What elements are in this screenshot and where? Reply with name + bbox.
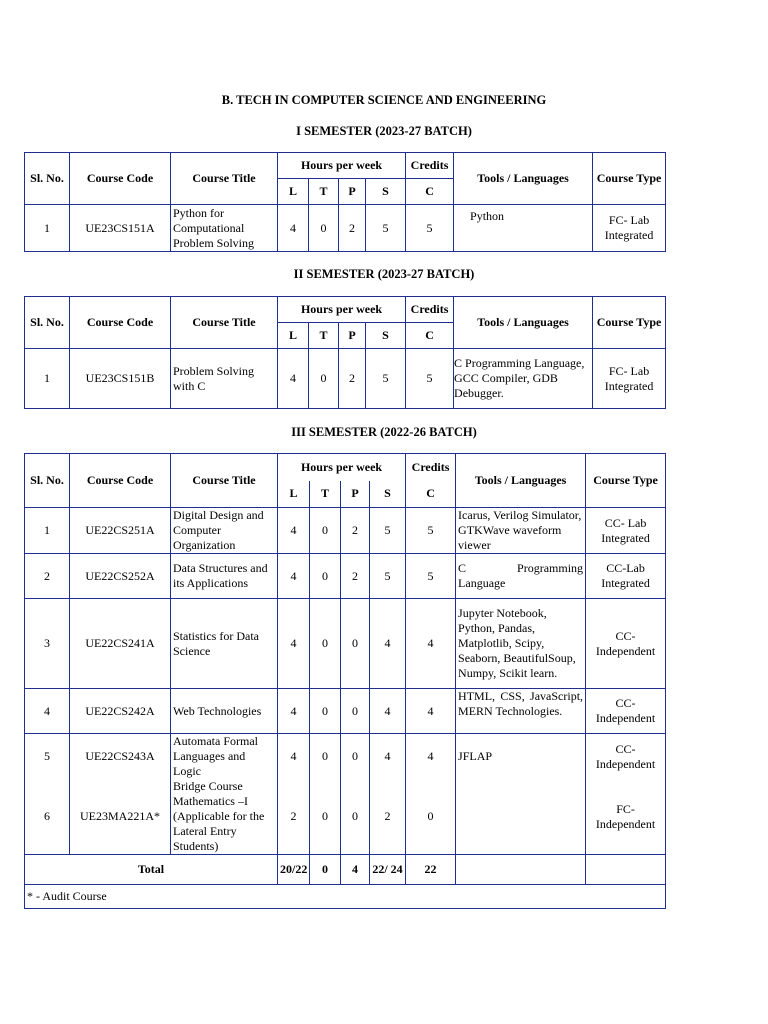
cell-tools: Icarus, Verilog Simulator, GTKWave waveform viewer — [456, 508, 586, 554]
cell-course-code: UE23CS151B — [70, 349, 171, 409]
header-course-type: Course Type — [586, 454, 666, 508]
header-tools: Tools / Languages — [456, 454, 586, 508]
cell-p: 2 — [341, 554, 370, 599]
document-title: B. TECH IN COMPUTER SCIENCE AND ENGINEERING — [221, 93, 547, 107]
cell-l: 4 — [278, 689, 310, 734]
cell-course-type: CC-Independent — [586, 689, 666, 734]
cell-c: 4 — [406, 689, 456, 734]
cell-course-title: Automata Formal Languages and Logic — [171, 734, 278, 780]
cell-sl-no: 4 — [25, 689, 70, 734]
cell-t: 0 — [310, 734, 341, 780]
cell-course-code: UE22CS241A — [70, 599, 171, 689]
header-course-type: Course Type — [593, 153, 666, 205]
cell-s: 4 — [370, 734, 406, 780]
total-l: 20/22 — [278, 855, 310, 885]
semester-3-table — [24, 453, 666, 909]
cell-t: 0 — [310, 508, 341, 554]
cell-p: 2 — [339, 349, 366, 409]
header-c: C — [406, 323, 454, 349]
header-sl-no: Sl. No. — [25, 297, 70, 349]
total-row — [25, 855, 666, 885]
header-course-title: Course Title — [171, 454, 278, 508]
cell-course-code: UE23CS151A — [70, 205, 171, 252]
cell-c: 0 — [406, 779, 456, 855]
header-s: S — [370, 481, 406, 508]
header-course-type: Course Type — [593, 297, 666, 349]
cell-sl-no: 3 — [25, 599, 70, 689]
cell-course-type: CC-Lab Integrated — [586, 554, 666, 599]
header-hours-per-week: Hours per week — [278, 297, 406, 323]
header-l: L — [278, 481, 310, 508]
cell-sl-no: 5 — [25, 734, 70, 780]
cell-s: 5 — [366, 205, 406, 252]
cell-course-title: Statistics for Data Science — [171, 599, 278, 689]
cell-t: 0 — [309, 349, 339, 409]
table-row — [25, 734, 666, 780]
cell-c: 5 — [406, 349, 454, 409]
header-course-title: Course Title — [171, 153, 278, 205]
header-hours-per-week: Hours per week — [278, 454, 406, 481]
table-row — [25, 689, 666, 734]
cell-l: 4 — [278, 734, 310, 780]
cell-tools: C Programming Language — [456, 554, 586, 599]
cell-p: 0 — [341, 734, 370, 780]
total-c: 22 — [406, 855, 456, 885]
header-sl-no: Sl. No. — [25, 454, 70, 508]
cell-p: 0 — [341, 599, 370, 689]
cell-s: 2 — [370, 779, 406, 855]
cell-c: 5 — [406, 508, 456, 554]
cell-sl-no: 6 — [25, 779, 70, 855]
cell-tools: HTML, CSS, JavaScript, MERN Technologies. — [456, 689, 586, 734]
table-row — [25, 349, 666, 409]
cell-c: 4 — [406, 599, 456, 689]
cell-p: 0 — [341, 779, 370, 855]
header-t: T — [310, 481, 341, 508]
cell-sl-no: 2 — [25, 554, 70, 599]
cell-tools: Python — [454, 205, 593, 252]
table-row — [25, 554, 666, 599]
cell-l: 2 — [278, 779, 310, 855]
cell-l: 4 — [278, 599, 310, 689]
footnote: * - Audit Course — [25, 885, 666, 909]
table-row — [25, 508, 666, 554]
cell-course-code: UE22CS251A — [70, 508, 171, 554]
total-tools-empty — [456, 855, 586, 885]
table-row — [25, 779, 666, 855]
cell-course-type: FC-Independent — [586, 779, 666, 855]
header-p: P — [339, 323, 366, 349]
cell-sl-no: 1 — [25, 508, 70, 554]
header-p: P — [341, 481, 370, 508]
semester-2-heading: II SEMESTER (2023-27 BATCH) — [293, 267, 475, 281]
cell-course-title: Data Structures and its Applications — [171, 554, 278, 599]
cell-t: 0 — [310, 779, 341, 855]
cell-t: 0 — [310, 554, 341, 599]
footnote-row — [25, 885, 666, 909]
cell-tools: C Programming Language, GCC Compiler, GDB Debugger. — [454, 349, 593, 409]
cell-sl-no: 1 — [25, 205, 70, 252]
semester-1-table — [24, 152, 666, 252]
cell-s: 5 — [370, 554, 406, 599]
cell-course-type: CC-Independent — [586, 599, 666, 689]
total-type-empty — [586, 855, 666, 885]
cell-l: 4 — [278, 508, 310, 554]
header-hours-per-week: Hours per week — [278, 153, 406, 179]
header-t: T — [309, 179, 339, 205]
header-course-code: Course Code — [70, 454, 171, 508]
cell-c: 5 — [406, 554, 456, 599]
cell-tools: Jupyter Notebook, Python, Pandas, Matplotlib, Scipy, Seaborn, BeautifulSoup, Numpy, Scikit learn. — [456, 599, 586, 689]
cell-sl-no: 1 — [25, 349, 70, 409]
cell-course-type: CC- Lab Integrated — [586, 508, 666, 554]
cell-s: 5 — [366, 349, 406, 409]
cell-course-type: CC-Independent — [586, 734, 666, 780]
header-course-title: Course Title — [171, 297, 278, 349]
header-credits: Credits — [406, 153, 454, 179]
cell-l: 4 — [278, 205, 309, 252]
cell-s: 4 — [370, 689, 406, 734]
header-c: C — [406, 481, 456, 508]
cell-course-title: Problem Solving with C — [171, 349, 278, 409]
cell-course-code: UE22CS243A — [70, 734, 171, 780]
header-s: S — [366, 179, 406, 205]
total-p: 4 — [341, 855, 370, 885]
cell-l: 4 — [278, 349, 309, 409]
cell-course-title: Web Technologies — [171, 689, 278, 734]
cell-s: 4 — [370, 599, 406, 689]
header-l: L — [278, 323, 309, 349]
cell-course-code: UE23MA221A* — [70, 779, 171, 855]
cell-course-title: Bridge Course Mathematics –I (Applicable for the Lateral Entry Students) — [171, 779, 278, 855]
total-t: 0 — [310, 855, 341, 885]
header-sl-no: Sl. No. — [25, 153, 70, 205]
table-row — [25, 205, 666, 252]
header-tools: Tools / Languages — [454, 297, 593, 349]
cell-t: 0 — [309, 205, 339, 252]
cell-course-type: FC- Lab Integrated — [593, 349, 666, 409]
semester-3-heading: III SEMESTER (2022-26 BATCH) — [291, 425, 477, 439]
header-s: S — [366, 323, 406, 349]
header-credits: Credits — [406, 297, 454, 323]
cell-course-code: UE22CS242A — [70, 689, 171, 734]
cell-course-title: Digital Design and Computer Organization — [171, 508, 278, 554]
cell-tools — [456, 779, 586, 855]
total-s: 22/ 24 — [370, 855, 406, 885]
header-course-code: Course Code — [70, 297, 171, 349]
semester-1-heading: I SEMESTER (2023-27 BATCH) — [296, 124, 472, 138]
cell-p: 2 — [341, 508, 370, 554]
header-l: L — [278, 179, 309, 205]
semester-2-table — [24, 296, 666, 409]
header-t: T — [309, 323, 339, 349]
table-row — [25, 599, 666, 689]
cell-p: 0 — [341, 689, 370, 734]
cell-course-code: UE22CS252A — [70, 554, 171, 599]
cell-course-title: Python for Computational Problem Solving — [171, 205, 278, 252]
total-label: Total — [25, 855, 278, 885]
cell-tools: JFLAP — [456, 734, 586, 780]
cell-l: 4 — [278, 554, 310, 599]
header-tools: Tools / Languages — [454, 153, 593, 205]
header-c: C — [406, 179, 454, 205]
header-course-code: Course Code — [70, 153, 171, 205]
cell-s: 5 — [370, 508, 406, 554]
cell-p: 2 — [339, 205, 366, 252]
header-credits: Credits — [406, 454, 456, 481]
cell-t: 0 — [310, 599, 341, 689]
header-p: P — [339, 179, 366, 205]
cell-t: 0 — [310, 689, 341, 734]
cell-c: 5 — [406, 205, 454, 252]
cell-c: 4 — [406, 734, 456, 780]
cell-course-type: FC- Lab Integrated — [593, 205, 666, 252]
